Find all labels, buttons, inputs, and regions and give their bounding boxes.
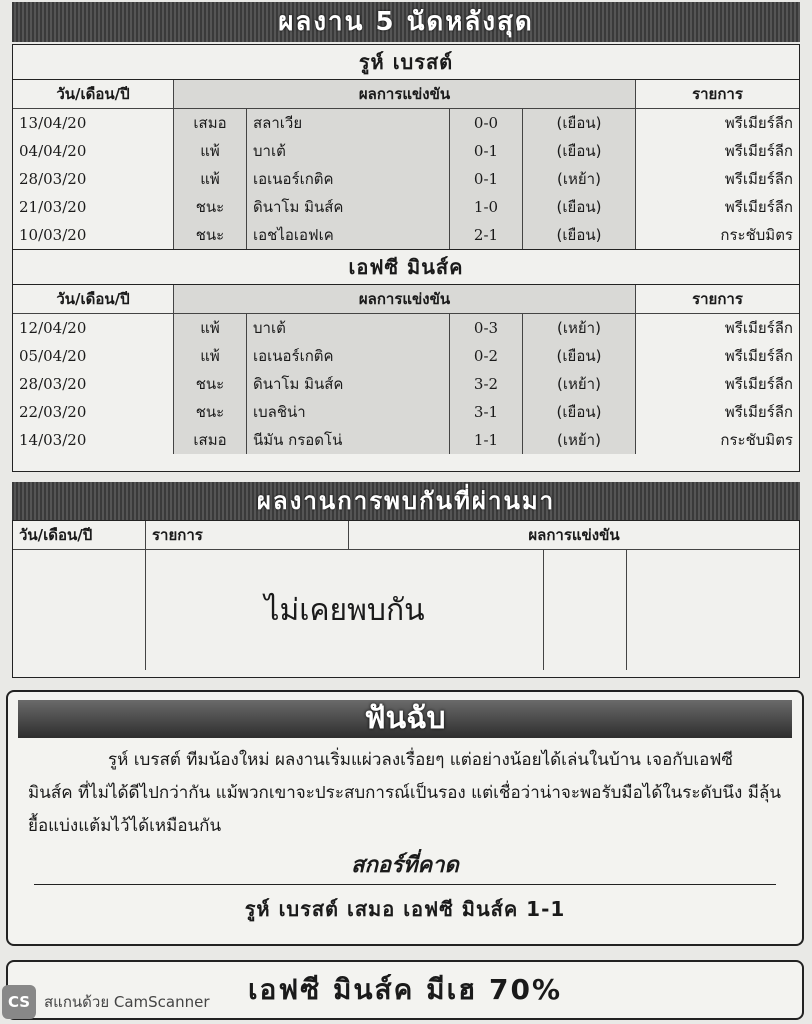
last5-section — [12, 44, 800, 472]
result-header: ผลการแข่งขัน — [174, 285, 636, 314]
match-venue: (เหย้า) — [523, 314, 636, 343]
match-competition: พรีเมียร์ลีก — [636, 370, 800, 398]
match-date: 28/03/20 — [19, 375, 87, 393]
team-1-rows — [13, 109, 799, 250]
match-row — [13, 221, 799, 249]
match-opponent: บาเต้ — [247, 137, 450, 165]
match-result: ชนะ — [174, 370, 247, 398]
analysis-body: รูห์ เบรสต์ ทีมน้องใหม่ ผลงานเริ่มแผ่วลงเรื่อยๆ แต่อย่างน้อยได้เล่นในบ้าน เจอกับเอฟซี มินส์ค ที่ไม่ได้ดีไปกว่ากัน แม้พวกเขาจะประสบการณ์เป็นรอง แต่เชื่อว่าน่าจะพอรับมือได้ในระดับนึง มีลุ้นยื้อแบ่งแต้มไว้ได้เหมือนกัน — [28, 750, 781, 836]
match-result: แพ้ — [174, 137, 247, 165]
match-score: 3-2 — [450, 370, 523, 398]
match-date: 22/03/20 — [19, 403, 87, 421]
match-venue: (เหย้า) — [523, 370, 636, 398]
match-competition: พรีเมียร์ลีก — [636, 109, 800, 138]
match-opponent: สลาเวีย — [247, 109, 450, 138]
h2h-section — [12, 520, 800, 678]
match-opponent: ดินาโม มินส์ค — [247, 193, 450, 221]
match-venue: (เหย้า) — [523, 426, 636, 454]
match-score: 1-0 — [450, 193, 523, 221]
match-opponent: เบลชิน่า — [247, 398, 450, 426]
camscanner-watermark — [2, 982, 210, 1022]
match-venue: (เยือน) — [523, 221, 636, 249]
match-score: 0-3 — [450, 314, 523, 343]
match-row — [13, 426, 799, 454]
match-result: เสมอ — [174, 109, 247, 138]
match-date: 05/04/20 — [19, 347, 87, 365]
analysis-title: ฟันฉับ — [18, 700, 792, 738]
match-venue: (เยือน) — [523, 137, 636, 165]
competition-header: รายการ — [636, 285, 800, 314]
match-opponent: เอเนอร์เกติค — [247, 165, 450, 193]
date-header: วัน/เดือน/ปี — [13, 285, 174, 314]
match-row — [13, 165, 799, 193]
h2h-date-header: วัน/เดือน/ปี — [13, 521, 146, 550]
match-row — [13, 137, 799, 165]
h2h-banner: ผลงานการพบกันที่ผ่านมา — [12, 482, 800, 520]
analysis-box — [6, 690, 804, 946]
match-score: 3-1 — [450, 398, 523, 426]
camscanner-icon: CS — [2, 985, 36, 1019]
match-venue: (เยือน) — [523, 342, 636, 370]
match-result: ชนะ — [174, 221, 247, 249]
match-result: เสมอ — [174, 426, 247, 454]
h2h-empty-cell — [13, 550, 146, 671]
match-row — [13, 193, 799, 221]
h2h-result-header: ผลการแข่งขัน — [349, 521, 800, 550]
match-competition: พรีเมียร์ลีก — [636, 342, 800, 370]
match-competition: กระชับมิตร — [636, 426, 800, 454]
match-row — [13, 314, 799, 343]
match-venue: (เยือน) — [523, 398, 636, 426]
match-competition: พรีเมียร์ลีก — [636, 314, 800, 343]
date-header: วัน/เดือน/ปี — [13, 80, 174, 109]
match-date: 13/04/20 — [19, 114, 87, 132]
last5-banner: ผลงาน 5 นัดหลังสุด — [12, 2, 800, 42]
match-competition: พรีเมียร์ลีก — [636, 137, 800, 165]
match-opponent: บาเต้ — [247, 314, 450, 343]
h2h-competition-header: รายการ — [146, 521, 349, 550]
team-1-name: รูห์ เบรสต์ — [13, 45, 799, 80]
match-result: แพ้ — [174, 342, 247, 370]
match-date: 10/03/20 — [19, 226, 87, 244]
match-result: ชนะ — [174, 193, 247, 221]
match-score: 2-1 — [450, 221, 523, 249]
match-score: 0-1 — [450, 137, 523, 165]
match-date: 28/03/20 — [19, 170, 87, 188]
prediction-title: สกอร์ที่คาด — [351, 853, 459, 878]
match-competition: กระชับมิตร — [636, 221, 800, 249]
result-header: ผลการแข่งขัน — [174, 80, 636, 109]
match-result: แพ้ — [174, 314, 247, 343]
match-venue: (เยือน) — [523, 109, 636, 138]
match-row — [13, 342, 799, 370]
match-row — [13, 398, 799, 426]
h2h-empty-cell — [627, 550, 800, 671]
match-score: 0-1 — [450, 165, 523, 193]
match-row — [13, 109, 799, 138]
match-date: 12/04/20 — [19, 319, 87, 337]
team-1-table — [13, 80, 799, 249]
match-score: 0-2 — [450, 342, 523, 370]
match-opponent: นีมัน กรอดโน่ — [247, 426, 450, 454]
match-competition: พรีเมียร์ลีก — [636, 398, 800, 426]
no-meeting-text: ไม่เคยพบกัน — [146, 550, 544, 671]
match-score: 0-0 — [450, 109, 523, 138]
prediction-divider — [34, 884, 776, 885]
match-competition: พรีเมียร์ลีก — [636, 165, 800, 193]
match-row — [13, 370, 799, 398]
match-score: 1-1 — [450, 426, 523, 454]
team-2-table — [13, 285, 799, 454]
team-2-name: เอฟซี มินส์ค — [13, 249, 799, 285]
match-result: ชนะ — [174, 398, 247, 426]
match-venue: (เยือน) — [523, 193, 636, 221]
h2h-empty-cell — [544, 550, 627, 671]
match-date: 14/03/20 — [19, 431, 87, 449]
match-date: 21/03/20 — [19, 198, 87, 216]
match-opponent: เอเนอร์เกติค — [247, 342, 450, 370]
h2h-table — [13, 521, 799, 670]
watermark-text: สแกนด้วย CamScanner — [44, 993, 210, 1011]
match-opponent: ดินาโม มินส์ค — [247, 370, 450, 398]
match-competition: พรีเมียร์ลีก — [636, 193, 800, 221]
team-2-rows — [13, 314, 799, 455]
match-date: 04/04/20 — [19, 142, 87, 160]
match-result: แพ้ — [174, 165, 247, 193]
tip-box: เอฟซี มินส์ค มีเฮ 70% — [6, 960, 804, 1020]
match-venue: (เหย้า) — [523, 165, 636, 193]
prediction-text: รูห์ เบรสต์ เสมอ เอฟซี มินส์ค 1-1 — [244, 897, 566, 921]
match-opponent: เอชไอเอฟเค — [247, 221, 450, 249]
competition-header: รายการ — [636, 80, 800, 109]
